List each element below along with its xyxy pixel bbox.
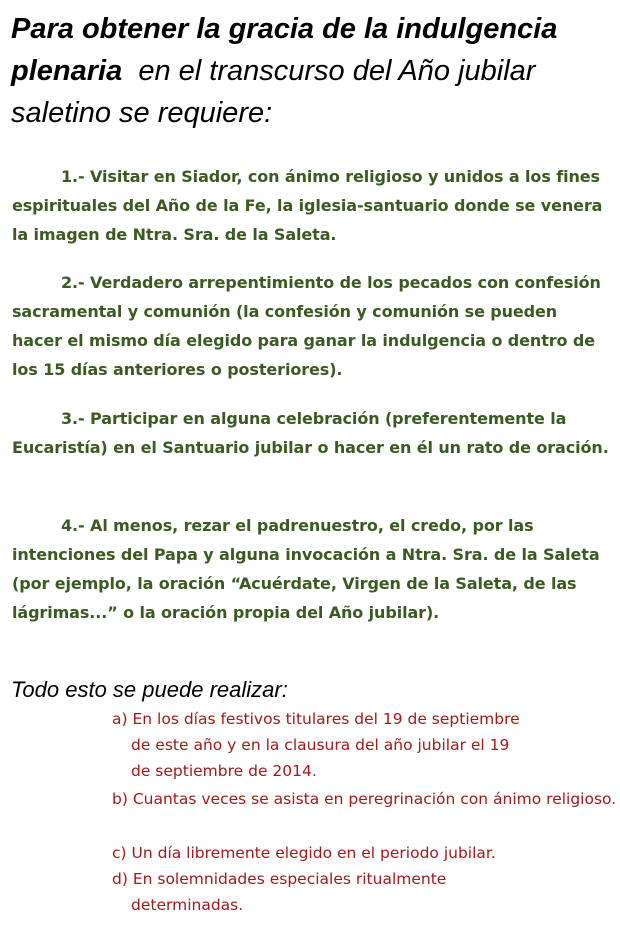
requirement-number: 4.- — [61, 516, 85, 535]
requirement-text: Visitar en Siador, con ánimo religioso y unidos a los fines espirituales del Año de la Fe, la iglesia-santuario donde se venera la imagen de Ntra. Sra. de la Saleta. — [12, 167, 603, 244]
requirement-item — [12, 404, 610, 462]
option-text: En los días festivos titulares del 19 de septiembre de este año y en la clausura del año jubilar el 19 de septiembre de 2014. — [131, 710, 520, 780]
title-line-1: Para obtener la gracia de la indulgencia — [11, 13, 558, 45]
subtitle: Todo esto se puede realizar: — [11, 677, 288, 702]
requirement-item — [12, 162, 610, 249]
option-text: En solemnidades especiales ritualmente determinadas. — [131, 870, 447, 914]
requirement-text: Al menos, rezar el padrenuestro, el credo, por las intenciones del Papa y alguna invocación a Ntra. Sra. de la Saleta (por ejemplo, la oración “Acuérdate, Virgen de la Saleta, de las lágrimas...” o la oración propia del Año jubilar). — [12, 516, 600, 622]
title-line-2: plenaria en el transcurso del Año jubilar — [11, 55, 536, 87]
option-item — [112, 706, 526, 784]
document-title — [11, 8, 611, 134]
option-item — [112, 786, 620, 812]
requirement-item — [12, 511, 610, 627]
option-item — [112, 840, 600, 866]
option-letter: a) — [112, 710, 128, 728]
requirement-number: 2.- — [61, 273, 85, 292]
option-letter: c) — [112, 844, 127, 862]
option-text: Un día libremente elegido en el periodo jubilar. — [131, 844, 496, 862]
requirement-number: 3.- — [61, 409, 85, 428]
requirement-text: Verdadero arrepentimiento de los pecados con confesión sacramental y comunión (la confesión y comunión se pueden hacer el mismo día elegido para ganar la indulgencia o dentro de los 15 días anteriores o posteriores). — [12, 273, 601, 379]
requirement-item — [12, 268, 610, 384]
option-item — [112, 866, 521, 918]
option-letter: d) — [112, 870, 128, 888]
option-letter: b) — [112, 790, 128, 808]
title-line-3: saletino se requiere: — [11, 97, 273, 129]
option-text: Cuantas veces se asista en peregrinación con ánimo religioso. — [132, 790, 617, 808]
requirement-number: 1.- — [61, 167, 85, 186]
title-emphasis: plenaria — [11, 55, 123, 87]
requirement-text: Participar en alguna celebración (preferentemente la Eucaristía) en el Santuario jubilar o hacer en él un rato de oración. — [12, 409, 609, 457]
